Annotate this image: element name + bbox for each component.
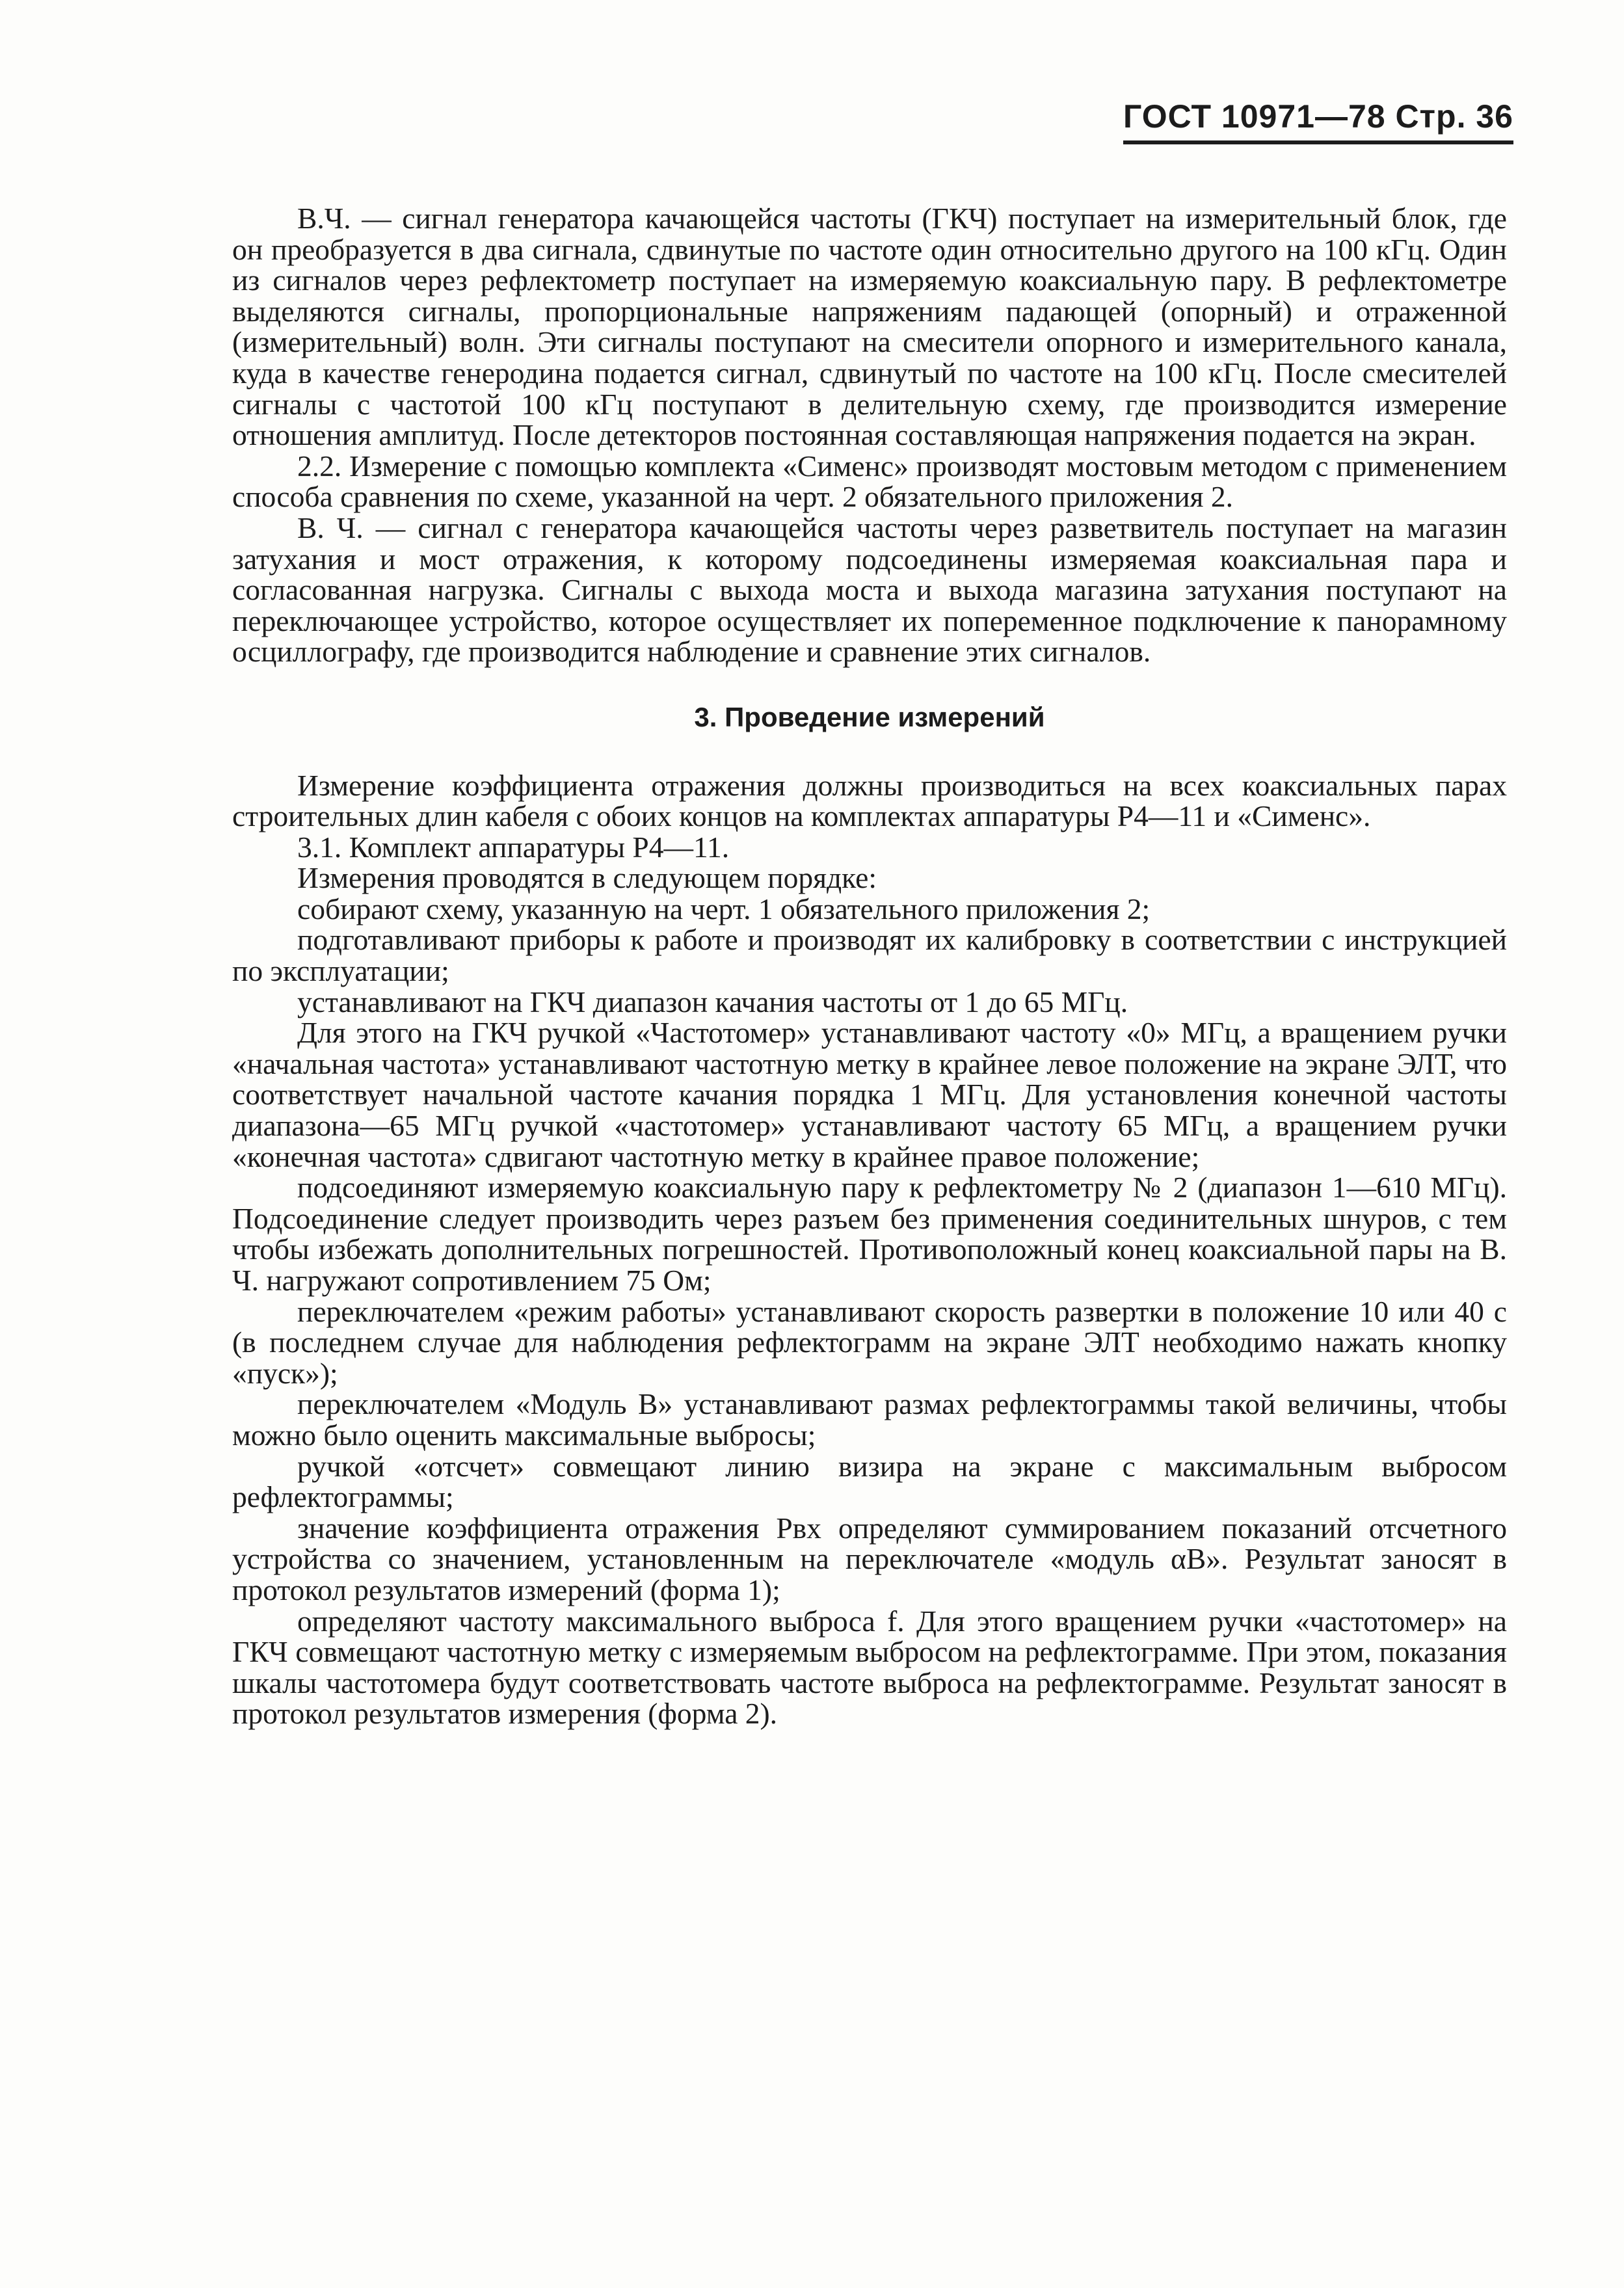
list-item: устанавливают на ГКЧ диапазон качания частоты от 1 до 65 МГц.: [297, 985, 1128, 1018]
subsection-heading: 3.1. Комплект аппаратуры Р4—11.: [297, 830, 730, 864]
list-item: переключателем «режим работы» устанавливают скорость развертки в положение 10 или 40 с (в последнем случае для наблюдения рефлектограмм на экране ЭЛТ необходимо нажать кнопку «пуск»);: [232, 1294, 1507, 1390]
header-standard-page: ГОСТ 10971—78 Стр. 36: [1123, 98, 1513, 135]
list-item: ручкой «отсчет» совмещают линию визира на экране с максимальным выбросом рефлектограммы;: [232, 1449, 1507, 1514]
paragraph: В. Ч. — сигнал с генератора качающейся частоты через разветвитель поступает на магазин затухания и мост отражения, к которому подсоединены измеряемая коаксиальная пара и согласованная нагрузка. Сигналы с выхода моста и выхода магазина затухания поступают на переключающее устройство, которое осуществляет их попеременное подключение к панорамному осциллографу, где производится наблюдение и сравнение этих сигналов.: [232, 511, 1507, 669]
paragraph: Измерения проводятся в следующем порядке:: [297, 861, 877, 895]
paragraph: Для этого на ГКЧ ручкой «Частотомер» устанавливают частоту «0» МГц, а вращением ручки «начальная частота» устанавливают частотную метку в крайнее левое положение на экране ЭЛТ, что соответствует начальной частоте качания порядка 1 МГц. Для установления конечной частоты диапазона—65 МГц ручкой «частотомер» устанавливают частоту 65 МГц, а вращением ручки «конечная частота» сдвигают частотную метку в крайнее правое положение;: [232, 1016, 1507, 1173]
paragraph: В.Ч. — сигнал генератора качающейся частоты (ГКЧ) поступает на измерительный блок, где он преобразуется в два сигнала, сдвинутые по частоте один относительно другого на 100 кГц. Один из сигналов через рефлектометр поступает на измеряемую коаксиальную пару. В рефлектометре выделяются сигналы, пропорциональные напряжениям падающей (опорный) и отраженной (измерительный) волн. Эти сигналы поступают на смесители опорного и измерительного канала, куда в качестве генеродина подается сигнал, сдвинутый по частоте на 100 кГц. После смесителей сигналы с частотой 100 кГц поступают в делительную схему, где производится измерение отношения амплитуд. После детекторов постоянная составляющая напряжения подается на экран.: [232, 202, 1507, 452]
list-item: определяют частоту максимального выброса f. Для этого вращением ручки «частотомер» на ГКЧ совмещают частотную метку с измеряемым выбросом на рефлектограмме. При этом, показания шкалы частотомера будут соответствовать частоте выброса на рефлектограмме. Результат заносят в протокол результатов измерения (форма 2).: [232, 1604, 1507, 1731]
header-rule: [1123, 140, 1513, 144]
list-item: подсоединяют измеряемую коаксиальную пару к рефлектометру № 2 (диапазон 1—610 МГц). Подсоединение следует производить через разъем без применения соединительных шнуров, с тем чтобы избежать дополнительных погрешностей. Противоположный конец коаксиальной пары на В. Ч. нагружают сопротивлением 75 Ом;: [232, 1171, 1507, 1297]
list-item: переключателем «Модуль В» устанавливают размах рефлектограммы такой величины, чтобы можно было оценить максимальные выбросы;: [232, 1387, 1507, 1452]
page-header: [1123, 98, 1513, 144]
list-item: значение коэффициента отражения Рвх определяют суммированием показаний отсчетного устройства со значением, установленным на переключателе «модуль αB». Результат заносят в протокол результатов измерений (форма 1);: [232, 1511, 1507, 1606]
section-heading: 3. Проведение измерений: [694, 701, 1045, 732]
paragraph: 2.2. Измерение с помощью комплекта «Сименс» производят мостовым методом с применением способа сравнения по схеме, указанной на черт. 2 обязательного приложения 2.: [232, 449, 1507, 514]
list-item: подготавливают приборы к работе и производят их калибровку в соответствии с инструкцией по эксплуатации;: [232, 923, 1507, 988]
document-body: [232, 203, 1507, 1729]
list-item: собирают схему, указанную на черт. 1 обязательного приложения 2;: [297, 892, 1151, 925]
paragraph: Измерение коэффициента отражения должны производиться на всех коаксиальных парах строительных длин кабеля с обоих концов на комплектах аппаратуры Р4—11 и «Сименс».: [232, 768, 1507, 833]
